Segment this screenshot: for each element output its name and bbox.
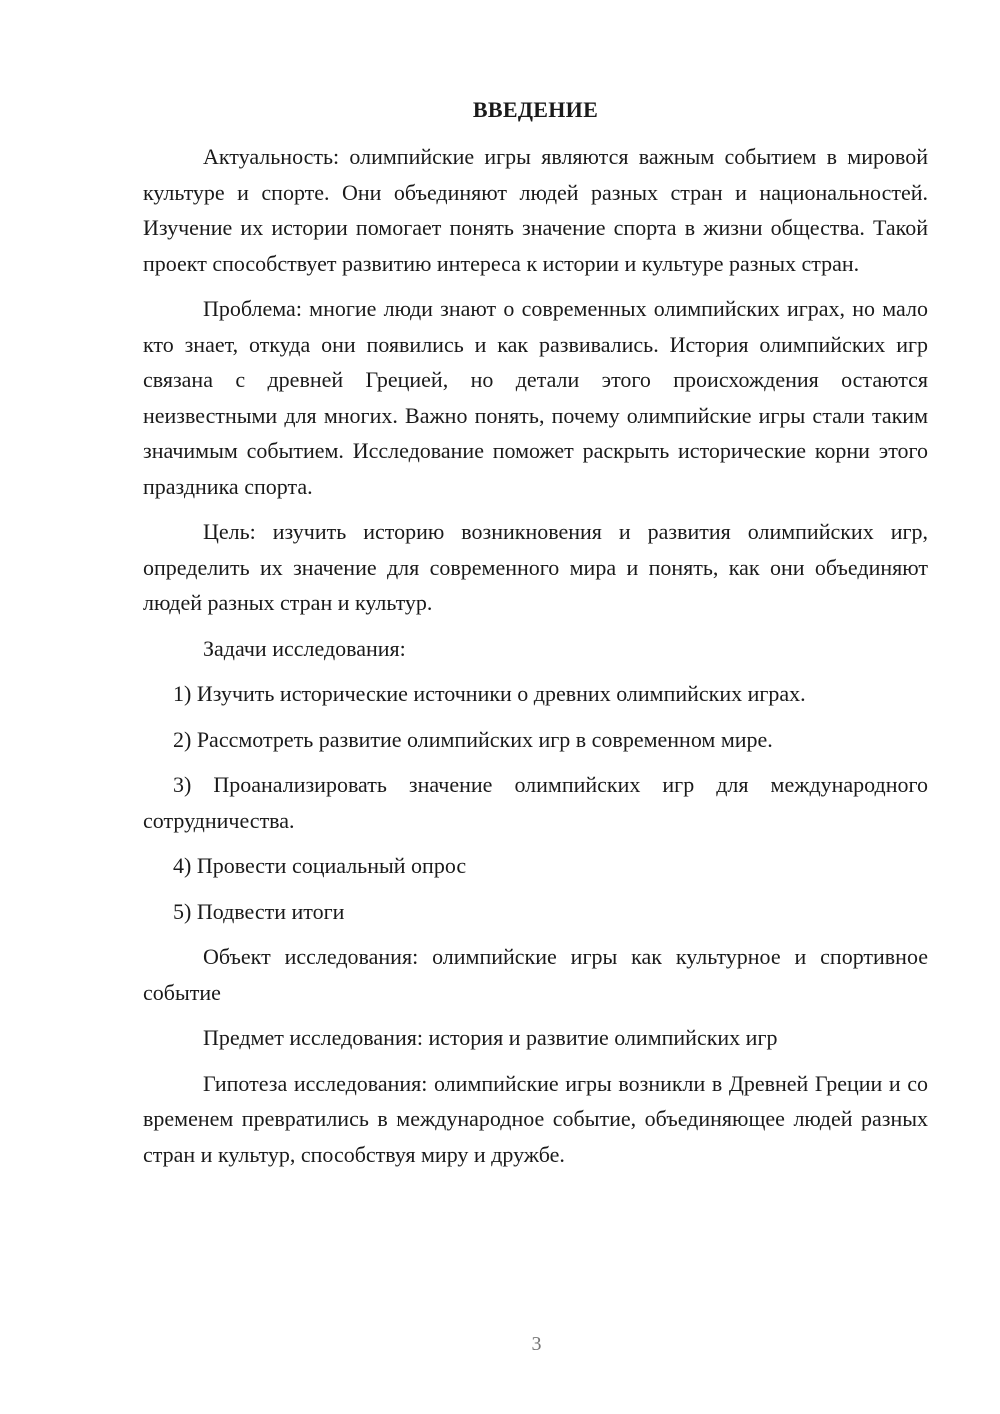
hypothesis-paragraph: Гипотеза исследования: олимпийские игры возникли в Древней Греции и со временем превратились в международное событие, объединяющее людей разных стран и культур, способствуя миру и дружбе. [143,1070,928,1167]
subject-paragraph: Предмет исследования: история и развитие олимпийских игр [203,1025,778,1050]
page-number: 3 [531,1333,542,1355]
section-title: ВВЕДЕНИЕ [472,97,599,122]
task-item: 2) Рассмотреть развитие олимпийских игр в современном мире. [173,726,773,752]
task-item: 4) Провести социальный опрос [173,853,467,878]
object-paragraph: Объект исследования: олимпийские игры как культурное и спортивное событие [143,944,928,1005]
task-item: 1) Изучить исторические источники о древних олимпийских играх. [173,681,806,706]
problem-paragraph: Проблема: многие люди знают о современных олимпийских играх, но мало кто знает, откуда они появились и как развивались. История олимпийских игр связана с древней Грецией, но детали этого происхождения остаются неизвестными для многих. Важно понять, почему олимпийские игры стали таким значимым событием. Исследование поможет раскрыть исторические корни этого праздника спорта. [143,296,928,499]
relevance-paragraph: Актуальность: олимпийские игры являются важным событием в мировой культуре и спорте. Они объединяют людей разных стран и национальностей. Изучение их истории помогает понять значение спорта в жизни общества. Такой проект способствует развитию интереса к истории и культуре разных стран. [143,144,928,276]
tasks-heading: Задачи исследования: [203,635,406,661]
task-item: 5) Подвести итоги [173,898,345,924]
task-item: 3) Проанализировать значение олимпийских игр для международного сотрудничества. [143,772,928,833]
document-page [143,95,928,1182]
goal-paragraph: Цель: изучить историю возникновения и развития олимпийских игр, определить их значение для современного мира и понять, как они объединяют людей разных стран и культур. [143,519,928,615]
